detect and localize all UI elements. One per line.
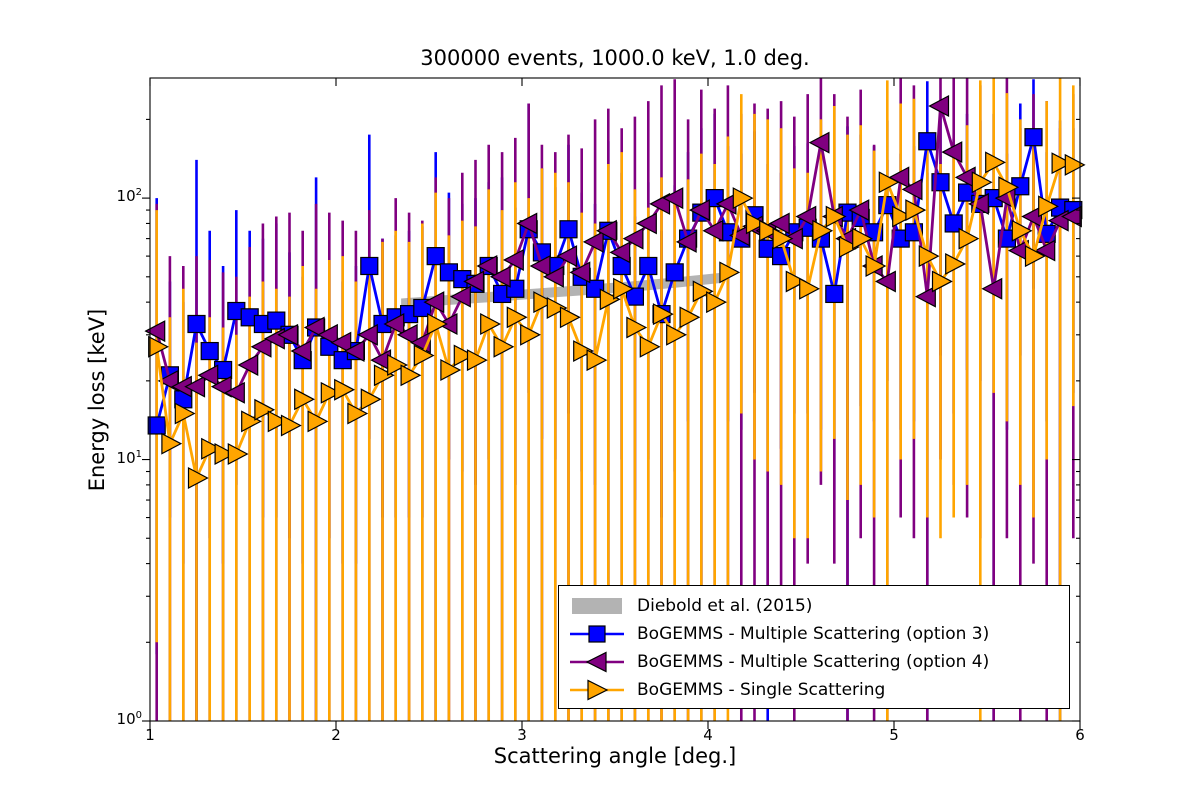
square-marker xyxy=(148,417,165,434)
triangle-left-marker xyxy=(239,355,258,375)
triangle-right-marker xyxy=(335,380,354,400)
triangle-right-marker xyxy=(401,365,420,385)
x-tick-label: 6 xyxy=(1075,726,1085,744)
triangle-right-marker-icon xyxy=(588,681,607,700)
legend xyxy=(558,585,1070,709)
triangle-right-marker xyxy=(946,254,965,274)
triangle-right-marker xyxy=(481,314,500,334)
x-tick-label: 4 xyxy=(703,726,713,744)
triangle-right-marker xyxy=(162,434,181,454)
triangle-right-marker xyxy=(295,389,314,409)
square-marker xyxy=(188,315,205,332)
triangle-left-marker xyxy=(584,232,603,252)
legend-item-single xyxy=(569,676,1061,704)
triangle-right-marker xyxy=(361,389,380,409)
triangle-right-marker xyxy=(507,307,526,327)
x-tick-label: 3 xyxy=(517,726,527,744)
gray-band-swatch xyxy=(572,598,622,614)
triangle-right-marker xyxy=(680,307,699,327)
triangle-right-marker xyxy=(733,188,752,208)
square-marker xyxy=(919,133,936,150)
legend-item-diebold xyxy=(569,592,1061,620)
legend-line-square-icon xyxy=(569,623,625,645)
square-marker xyxy=(427,248,444,265)
triangle-left-marker xyxy=(504,250,523,270)
triangle-right-marker xyxy=(986,152,1005,172)
y-tick-label: $10^2$ xyxy=(116,187,142,206)
legend-item-option3 xyxy=(569,620,1061,648)
triangle-right-marker xyxy=(627,317,646,337)
legend-patch-icon xyxy=(569,595,625,617)
triangle-right-marker xyxy=(494,337,513,357)
triangle-left-marker xyxy=(358,325,377,345)
triangle-right-marker xyxy=(1065,155,1084,175)
y-tick-label: $10^1$ xyxy=(116,448,142,467)
x-tick-label: 2 xyxy=(331,726,341,744)
triangle-right-marker xyxy=(282,415,301,435)
legend-label: BoGEMMS - Multiple Scattering (option 3) xyxy=(637,624,990,644)
square-marker xyxy=(826,285,843,302)
legend-label: BoGEMMS - Single Scattering xyxy=(637,680,886,700)
x-axis-label: Scattering angle [deg.] xyxy=(493,744,737,768)
triangle-right-marker xyxy=(189,468,208,488)
triangle-right-marker xyxy=(933,271,952,291)
square-marker xyxy=(201,343,218,360)
x-tick-label: 1 xyxy=(145,726,155,744)
legend-item-option4 xyxy=(569,648,1061,676)
x-tick-label: 5 xyxy=(889,726,899,744)
series-line-2 xyxy=(157,162,1074,478)
square-marker xyxy=(361,257,378,274)
square-marker xyxy=(666,264,683,281)
triangle-right-marker xyxy=(308,411,327,431)
triangle-right-marker xyxy=(1012,221,1031,241)
y-axis-label: Energy loss [keV] xyxy=(85,308,109,492)
legend-label: BoGEMMS - Multiple Scattering (option 4) xyxy=(637,652,990,672)
triangle-left-marker xyxy=(704,221,723,241)
legend-line-triangle-left-icon xyxy=(569,651,625,673)
legend-label: Diebold et al. (2015) xyxy=(637,596,813,616)
legend-line-triangle-right-icon xyxy=(569,679,625,701)
y-tick-label: $10^0$ xyxy=(116,710,142,728)
triangle-right-marker xyxy=(667,325,686,345)
triangle-right-marker xyxy=(707,292,726,312)
chart-title: 300000 events, 1000.0 keV, 1.0 deg. xyxy=(420,46,810,70)
square-marker xyxy=(640,257,657,274)
square-marker xyxy=(560,221,577,238)
square-marker-icon xyxy=(589,626,605,642)
square-marker xyxy=(1025,129,1042,146)
triangle-left-marker-icon xyxy=(587,653,606,672)
